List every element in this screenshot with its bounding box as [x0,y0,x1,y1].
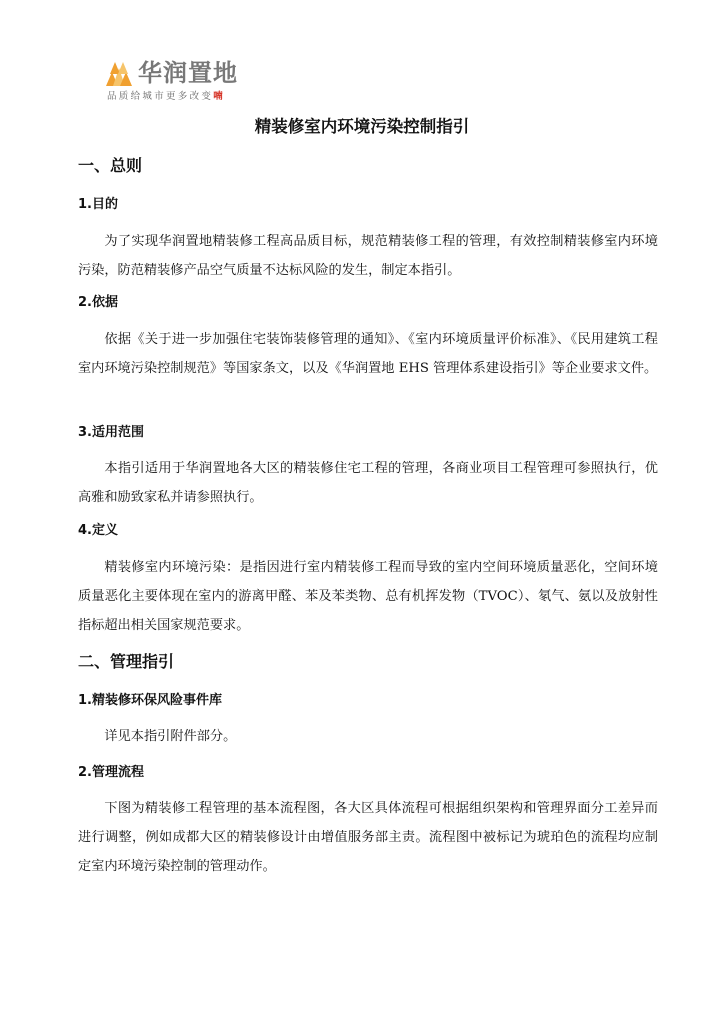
logo-slogan-text: 品质给城市更多改变 [107,91,214,102]
basis-text: 依据《关于进一步加强住宅装饰装修管理的通知》、《室内环境质量评价标准》、《民用建筑工程室内环境污染控制规范》等国家条文，以及《华润置地 EHS 管理体系建设指引》等企业要求文件。 [78,332,658,376]
process-heading: 2.管理流程 [78,765,144,780]
logo-company-name: 华润置地 [138,59,238,87]
risk-library-heading: 1.精装修环保风险事件库 [78,693,222,708]
logo-red-stamp: 喃 [213,91,223,102]
risk-library-text: 详见本指引附件部分。 [104,729,237,744]
logo-slogan [107,91,223,103]
purpose-heading: 1.目的 [78,197,118,212]
section2-heading: 二、管理指引 [78,652,175,671]
logo-mark-icon [106,60,132,86]
scope-text: 本指引适用于华润置地各大区的精装修住宅工程的管理，各商业项目工程管理可参照执行，优高雅和励致家私并请参照执行。 [78,461,658,505]
section1-heading: 一、总则 [78,156,143,175]
basis-heading: 2.依据 [78,295,118,310]
scope-heading: 3.适用范围 [78,425,144,440]
purpose-text: 为了实现华润置地精装修工程高品质目标，规范精装修工程的管理，有效控制精装修室内环境污染，防范精装修产品空气质量不达标风险的发生，制定本指引。 [78,234,658,278]
definition-heading: 4.定义 [78,523,118,538]
process-text: 下图为精装修工程管理的基本流程图，各大区具体流程可根据组织架构和管理界面分工差异而进行调整，例如成都大区的精装修设计由增值服务部主责。流程图中被标记为琥珀色的流程均应制定室内环境污染控制的管理动作。 [78,801,658,874]
definition-text: 精装修室内环境污染：是指因进行室内精装修工程而导致的室内空间环境质量恶化，空间环境质量恶化主要体现在室内的游离甲醛、苯及苯类物、总有机挥发物（TVOC）、氡气、氨以及放射性指标超出相关国家规范要求。 [78,560,658,633]
document-title: 精装修室内环境污染控制指引 [254,117,470,136]
company-logo [106,58,276,108]
